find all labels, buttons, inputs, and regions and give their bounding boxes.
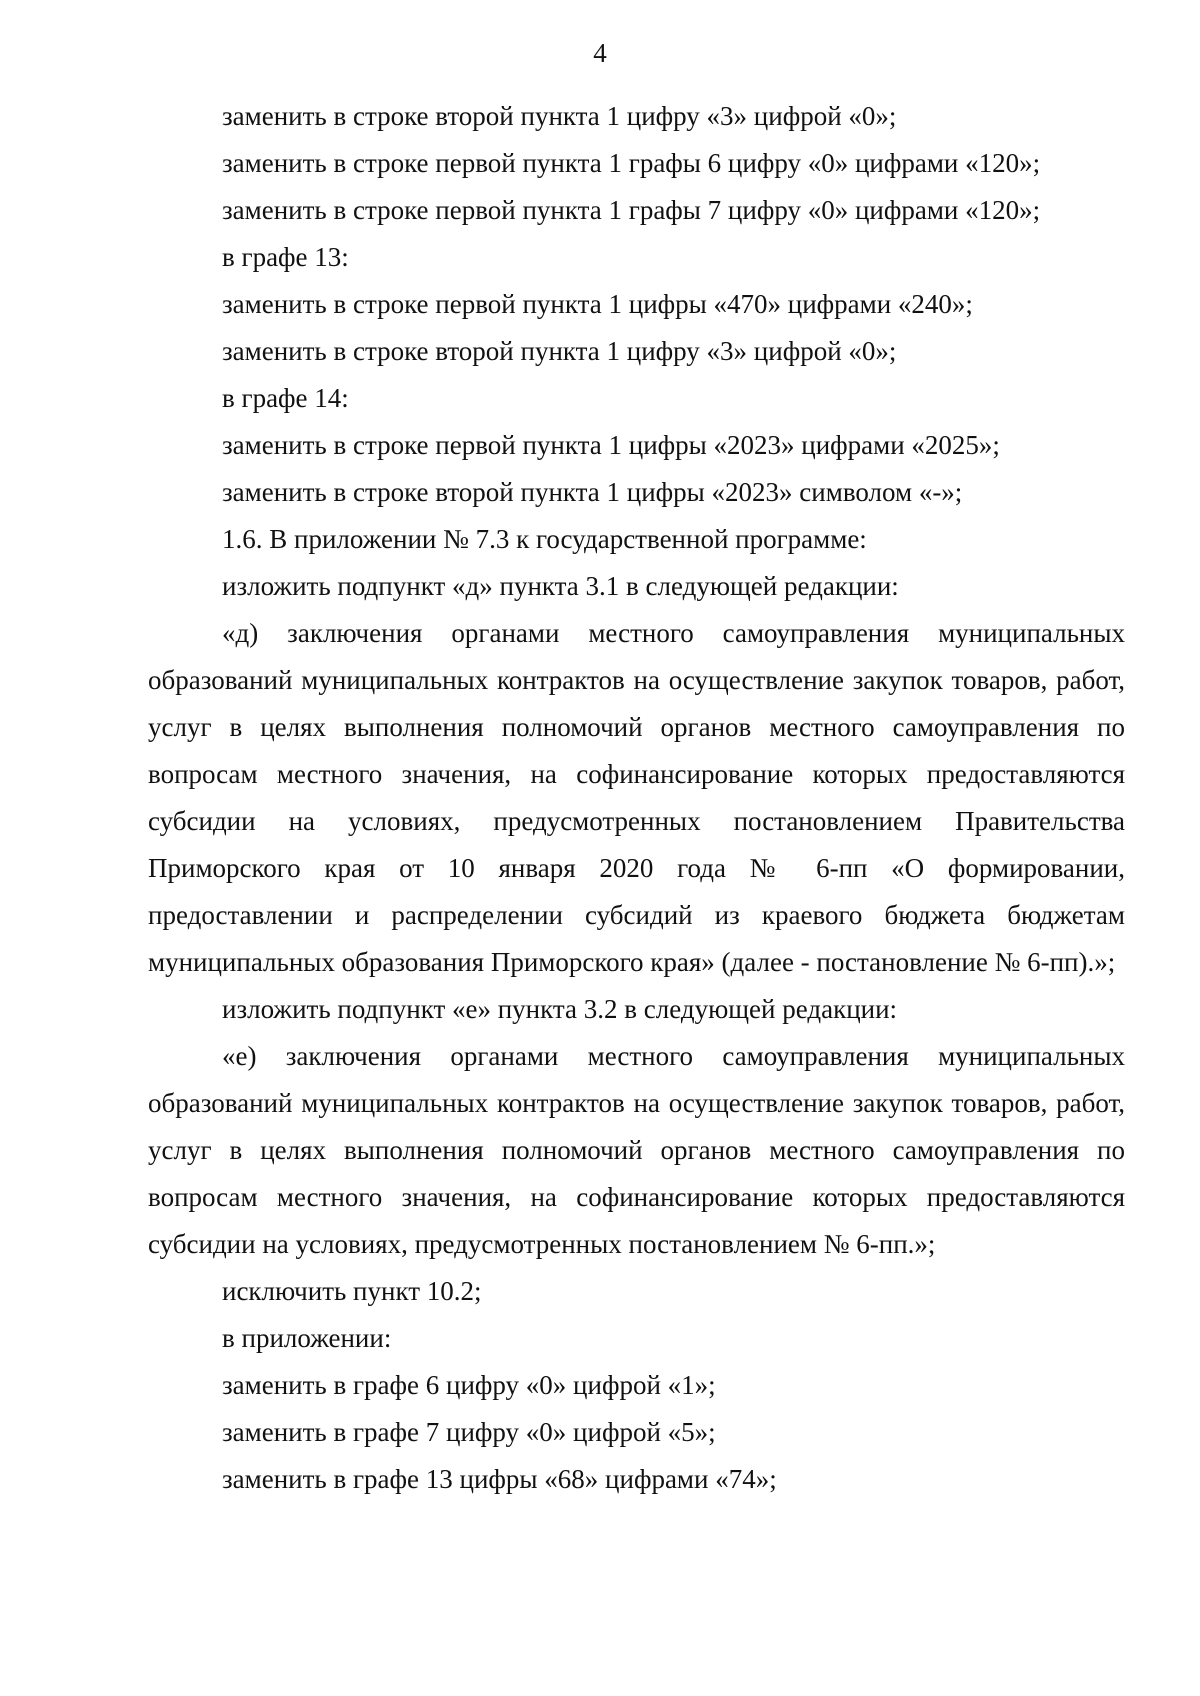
paragraph: в приложении:	[222, 1323, 392, 1353]
page-number: 4	[593, 38, 607, 68]
paragraph: изложить подпункт «д» пункта 3.1 в следующей редакции:	[222, 571, 899, 601]
paragraph: заменить в строке второй пункта 1 цифру «3» цифрой «0»;	[222, 336, 897, 366]
paragraph: изложить подпункт «е» пункта 3.2 в следующей редакции:	[222, 994, 898, 1024]
document-body	[148, 93, 1125, 1503]
paragraph: в графе 13:	[222, 242, 349, 272]
paragraph: заменить в строке первой пункта 1 цифры «2023» цифрами «2025»;	[222, 430, 1000, 460]
paragraph: заменить в строке первой пункта 1 цифры «470» цифрами «240»;	[222, 289, 973, 319]
paragraph: заменить в строке первой пункта 1 графы 7 цифру «0» цифрами «120»;	[222, 195, 1041, 225]
quoted-clause-e: «е) заключения органами местного самоуправления муниципальных образований муниципальных контрактов на осуществление закупок товаров, работ, услуг в целях выполнения полномочий органов местного самоуправления по вопросам местного значения, на софинансирование которых предоставляются субсидии на условиях, предусмотренных постановлением № 6-пп.»;	[148, 1041, 1125, 1259]
paragraph: заменить в строке второй пункта 1 цифры «2023» символом «-»;	[222, 477, 963, 507]
quoted-clause-d: «д) заключения органами местного самоуправления муниципальных образований муниципальных контрактов на осуществление закупок товаров, работ, услуг в целях выполнения полномочий органов местного самоуправления по вопросам местного значения, на софинансирование которых предоставляются субсидии на условиях, предусмотренных постановлением Правительства Приморского края от 10 января 2020 года № 6-пп «О формировании, предоставлении и распределении субсидий из краевого бюджета бюджетам муниципальных образования Приморского края» (далее - постановление № 6-пп).»;	[148, 618, 1125, 977]
paragraph: заменить в строке первой пункта 1 графы 6 цифру «0» цифрами «120»;	[222, 148, 1041, 178]
paragraph: в графе 14:	[222, 383, 349, 413]
paragraph: исключить пункт 10.2;	[222, 1276, 482, 1306]
paragraph: заменить в графе 7 цифру «0» цифрой «5»;	[222, 1417, 716, 1447]
paragraph: заменить в графе 13 цифры «68» цифрами «74»;	[222, 1464, 777, 1494]
paragraph: заменить в графе 6 цифру «0» цифрой «1»;	[222, 1370, 716, 1400]
section-heading: 1.6. В приложении № 7.3 к государственной программе:	[222, 524, 867, 554]
paragraph: заменить в строке второй пункта 1 цифру «3» цифрой «0»;	[222, 101, 897, 131]
